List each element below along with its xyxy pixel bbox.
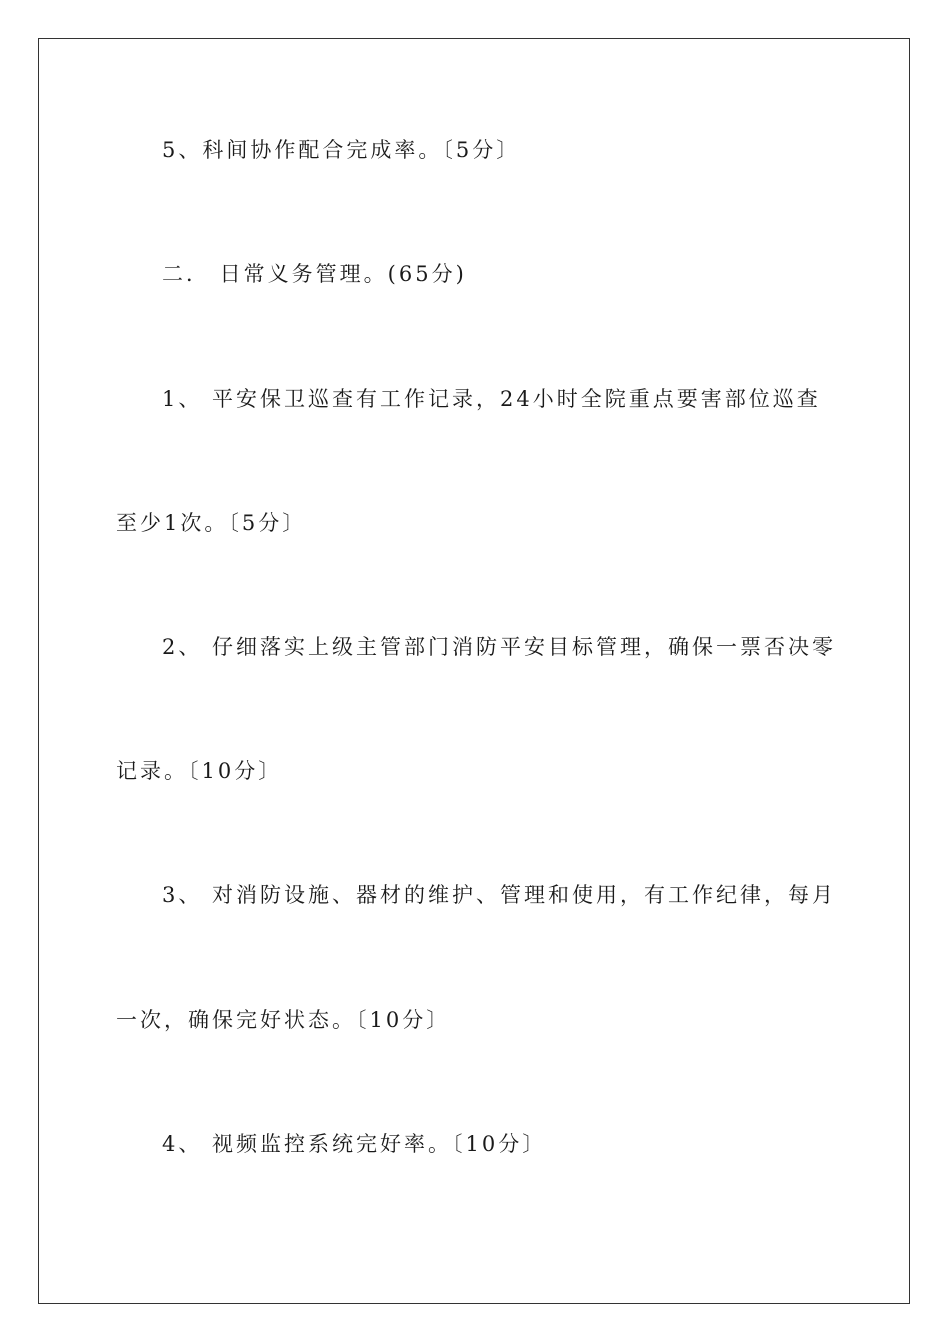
item-4-video-monitoring: 4、 视频监控系统完好率。〔10分〕: [162, 1132, 547, 1156]
item-3-equipment-line2: 一次，确保完好状态。〔10分〕: [116, 1008, 451, 1032]
item-3-equipment-line1: 3、 对消防设施、器材的维护、管理和使用，有工作纪律，每月: [162, 883, 837, 907]
item-2-fire-safety-line1: 2、 仔细落实上级主管部门消防平安目标管理，确保一票否决零: [162, 635, 837, 659]
item-5-cooperation: 5、科间协作配合完成率。〔5分〕: [162, 138, 521, 162]
item-1-patrol-line1: 1、 平安保卫巡查有工作记录，24小时全院重点要害部位巡查: [162, 387, 821, 411]
page-border: [38, 38, 910, 1304]
item-2-fire-safety-line2: 记录。〔10分〕: [116, 759, 283, 783]
item-1-patrol-line2: 至少1次。〔5分〕: [116, 511, 307, 535]
section-2-heading: 二． 日常义务管理。(65分): [162, 262, 467, 286]
